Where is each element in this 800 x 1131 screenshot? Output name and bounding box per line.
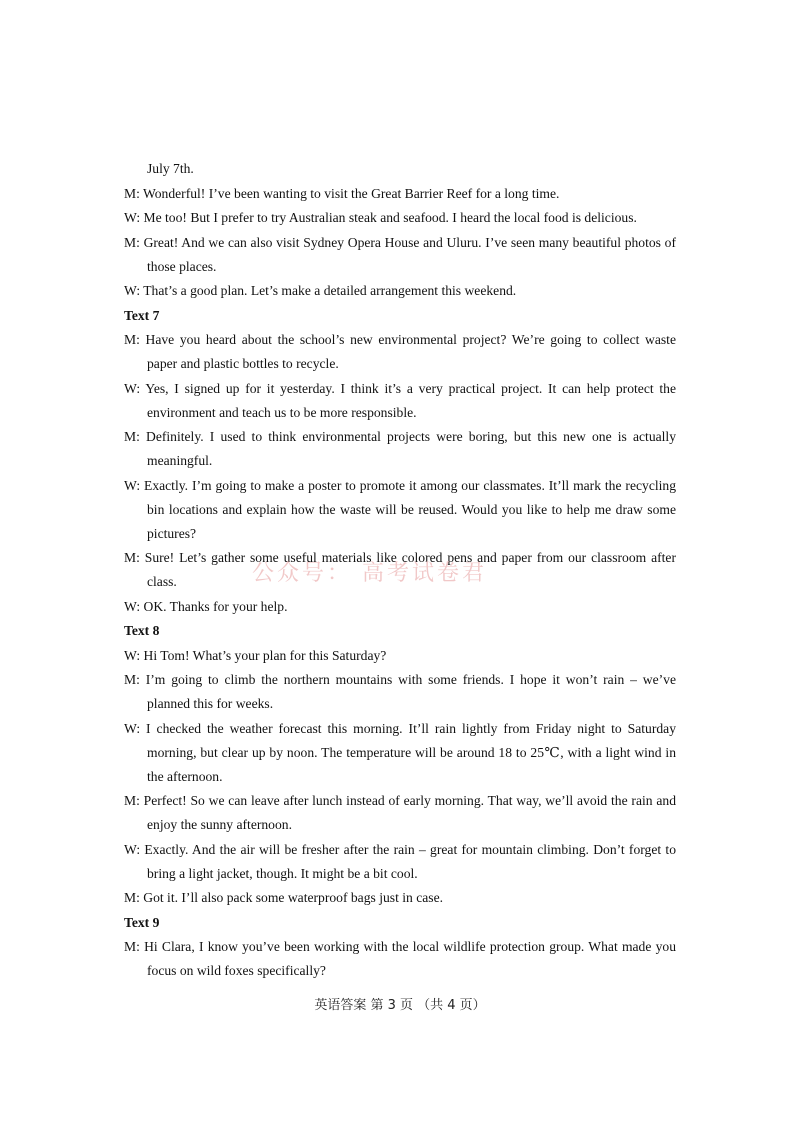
dialogue-line: M: Wonderful! I’ve been wanting to visit the Great Barrier Reef for a long time. [124,185,560,201]
dialogue-line: M: Great! And we can also visit Sydney Opera House and Uluru. I’ve seen many beautiful photos of those places. [124,234,676,274]
section-heading: Text 9 [124,914,160,930]
dialogue-line: W: Exactly. I’m going to make a poster to promote it among our classmates. It’ll mark the recycling bin locations and explain how the waste will be reused. Would you like to help me draw some pictures? [124,477,676,541]
dialogue-line: M: Sure! Let’s gather some useful materials like colored pens and paper from our classroom after class. [124,550,676,589]
dialogue-line: W: Me too! But I prefer to try Australian steak and seafood. I heard the local food is delicious. [124,210,637,225]
dialogue-line: M: Hi Clara, I know you’ve been working with the local wildlife protection group. What made you focus on wild foxes specifically? [124,939,676,978]
dialogue-line: M: Have you heard about the school’s new environmental project? We’re going to collect waste paper and plastic bottles to recycle. [124,332,676,371]
dialogue-line: M: I’m going to climb the northern mountains with some friends. I hope it won’t rain – we’ve planned this for weeks. [124,672,676,711]
transcript-body [124,157,676,984]
dialogue-line: W: I checked the weather forecast this morning. It’ll rain lightly from Friday night to Saturday morning, but clear up by noon. The temperature will be around 18 to 25℃, with a light wind in the afternoon. [124,720,676,784]
dialogue-line: W: Exactly. And the air will be fresher after the rain – great for mountain climbing. Don’t forget to bring a light jacket, though. It might be a bit cool. [124,841,676,881]
dialogue-line: July 7th. [147,161,194,176]
section-heading: Text 8 [124,623,160,638]
dialogue-line: W: Yes, I signed up for it yesterday. I think it’s a very practical project. It can help protect the environment and teach us to be more responsible. [124,380,676,420]
dialogue-line: W: OK. Thanks for your help. [124,598,288,614]
page-footer: 英语答案 第 3 页 （共 4 页） [314,998,486,1013]
dialogue-line: M: Definitely. I used to think environmental projects were boring, but this new one is actually meaningful. [124,429,676,468]
section-heading: Text 7 [124,307,160,323]
dialogue-line: M: Got it. I’ll also pack some waterproof bags just in case. [124,890,444,905]
watermark: 公众号： 高考试卷君 [252,561,487,586]
dialogue-line: W: That’s a good plan. Let’s make a detailed arrangement this weekend. [124,283,517,298]
dialogue-line: W: Hi Tom! What’s your plan for this Saturday? [124,647,387,663]
dialogue-line: M: Perfect! So we can leave after lunch instead of early morning. That way, we’ll avoid the rain and enjoy the sunny afternoon. [124,793,676,832]
